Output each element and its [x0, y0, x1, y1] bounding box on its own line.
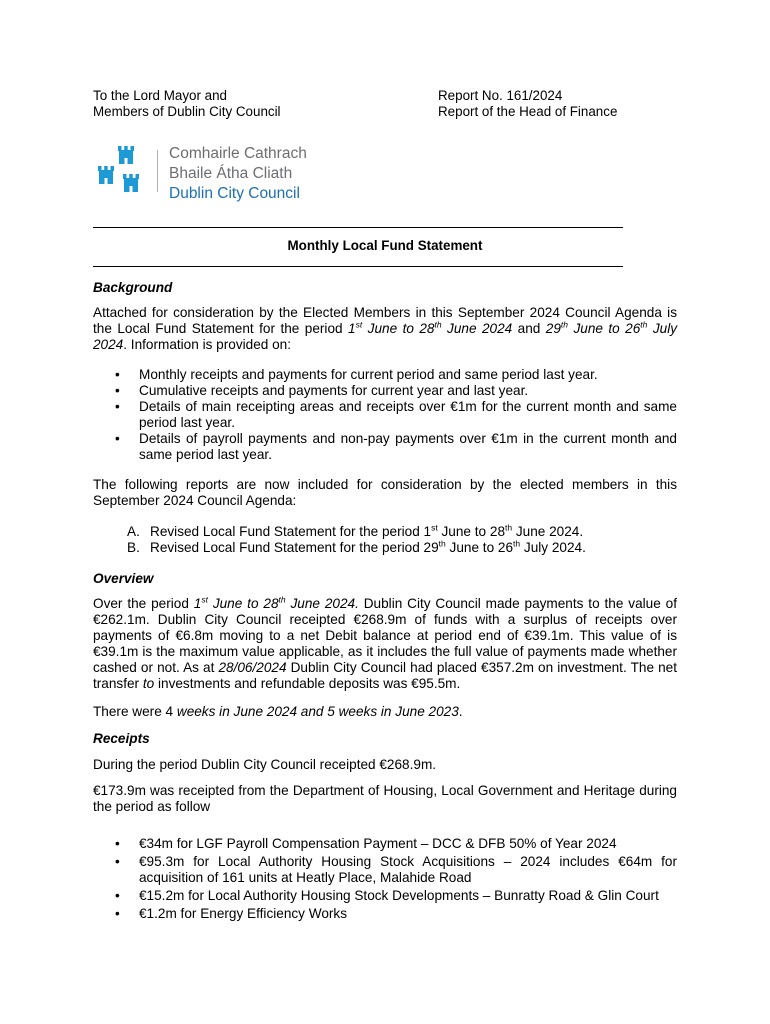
logo-wordmark [169, 144, 307, 204]
list-item: • Cumulative receipts and payments for current year and last year. [93, 383, 677, 399]
addressee-line-1: To the Lord Mayor and [93, 88, 227, 103]
receipts-department-paragraph: €173.9m was receipted from the Department of Housing, Local Government and Heritage during the period as follow [93, 783, 677, 814]
list-item: • Details of main receipting areas and receipts over €1m for the current month and same period last year. [93, 399, 677, 431]
logo-divider [157, 150, 158, 192]
list-item: • €1.2m for Energy Efficiency Works [93, 906, 677, 922]
background-heading: Background [93, 280, 173, 295]
logo-line-irish-1: Comhairle Cathrach [169, 145, 307, 162]
logo-line-english: Dublin City Council [169, 185, 300, 202]
addressee-line-2: Members of Dublin City Council [93, 104, 281, 119]
logo-line-irish-2: Bhaile Átha Cliath [169, 165, 293, 182]
addressee [93, 88, 281, 120]
list-item: • €15.2m for Local Authority Housing Stock Developments – Bunratty Road & Glin Court [93, 888, 677, 904]
receipts-heading: Receipts [93, 731, 150, 746]
overview-paragraph: Over the period 1st June to 28th June 2024. Dublin City Council made payments to the value of €262.1m. Dublin City Council receipted €268.9m of funds with a surplus of receipts over payments of €6.8m moving to a net Debit balance at period end of €39.1m. This value of is €39.1m is the maximum value applicable, as it includes the full value of payments made whether cashed or not. As at 28/06/2024 Dublin City Council had placed €357.2m on investment. The net transfer to investments and refundable deposits was €95.5m. [93, 594, 677, 691]
background-bullet-list [93, 367, 677, 463]
report-info [438, 88, 617, 120]
page-title: Monthly Local Fund Statement [287, 238, 483, 253]
list-item: B. Revised Local Fund Statement for the period 29th June to 26th July 2024. [127, 538, 586, 555]
title-rule-bottom [93, 266, 623, 267]
receipts-total-paragraph: During the period Dublin City Council receipted €268.9m. [93, 757, 437, 772]
background-intro: Attached for consideration by the Elected Members in this September 2024 Council Agenda is the Local Fund Statement for the period 1st June to 28th June 2024 and 29th June to 26th July 2024. Information is provided on: [93, 305, 678, 352]
list-item: A. Revised Local Fund Statement for the period 1st June to 28th June 2024. [127, 522, 584, 539]
list-item: • Monthly receipts and payments for current period and same period last year. [93, 367, 677, 383]
report-number: Report No. 161/2024 [438, 88, 563, 103]
report-author: Report of the Head of Finance [438, 104, 618, 119]
title-rule-top [93, 227, 623, 228]
list-item: • €95.3m for Local Authority Housing Stock Acquisitions – 2024 includes €64m for acquisition of 161 units at Heatly Place, Malahide Road [93, 854, 677, 886]
weeks-note: There were 4 weeks in June 2024 and 5 weeks in June 2023. [93, 704, 463, 719]
following-reports-paragraph: The following reports are now included for consideration by the elected members in this September 2024 Council Agenda: [93, 477, 677, 508]
council-crest [96, 144, 148, 200]
receipts-bullet-list [93, 836, 677, 922]
reports-list [93, 524, 586, 556]
list-item: • Details of payroll payments and non-pay payments over €1m in the current month and same period last year. [93, 431, 677, 463]
castle-icon [96, 144, 148, 200]
overview-heading: Overview [93, 571, 154, 586]
list-item: • €34m for LGF Payroll Compensation Payment – DCC & DFB 50% of Year 2024 [93, 836, 677, 852]
